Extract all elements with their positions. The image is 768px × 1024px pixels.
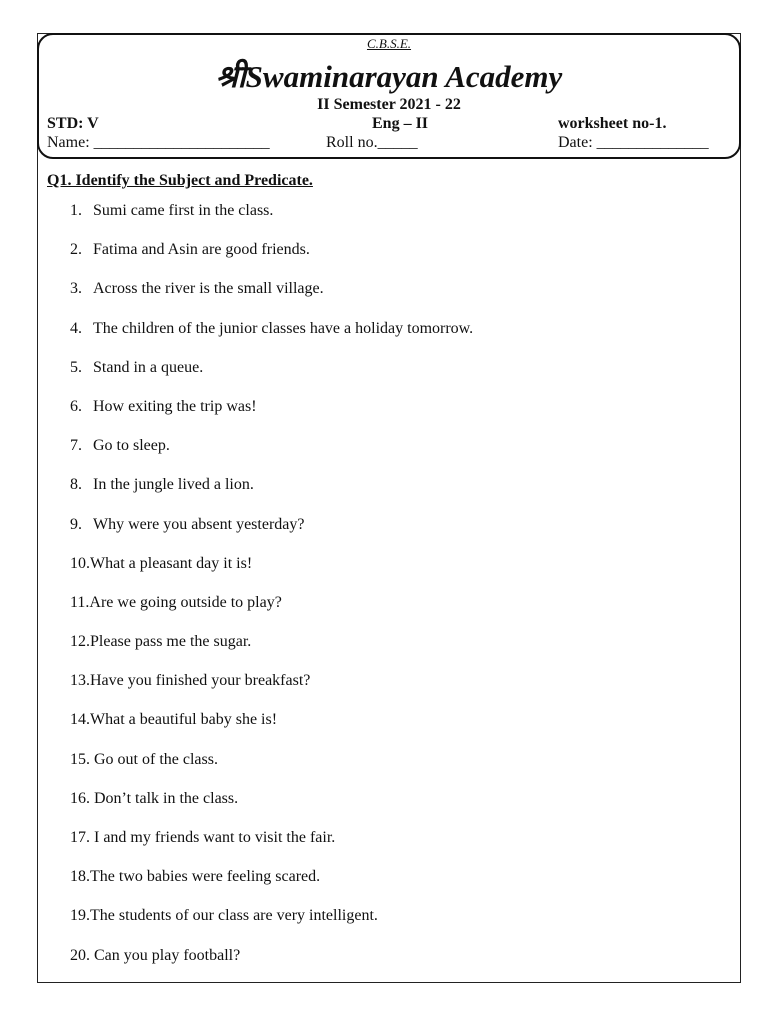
- question-number: 13.: [70, 672, 90, 690]
- std-label: STD: V: [47, 115, 99, 132]
- question-item: [70, 319, 473, 358]
- question-number: 12.: [70, 633, 90, 651]
- question-number: 3.: [70, 280, 82, 298]
- question-text: The students of our class are very intelligent.: [90, 907, 378, 925]
- question-number: 19.: [70, 907, 90, 925]
- question-number: 15.: [70, 750, 90, 768]
- question-text: What a pleasant day it is!: [90, 554, 253, 572]
- question-text: Go out of the class.: [90, 750, 218, 768]
- question-item: [70, 201, 473, 240]
- question-item: [70, 515, 473, 554]
- school-name: श्रीSwaminarayan Academy: [215, 59, 563, 94]
- question-text: Fatima and Asin are good friends.: [93, 241, 310, 259]
- question-number: 4.: [70, 319, 82, 337]
- question-title: Q1. Identify the Subject and Predicate.: [47, 172, 313, 189]
- board-label: C.B.S.E.: [366, 36, 412, 51]
- question-number: 2.: [70, 241, 82, 259]
- semester-label: II Semester 2021 - 22: [317, 96, 461, 113]
- question-text: What a beautiful baby she is!: [90, 711, 278, 729]
- header-box: [37, 33, 741, 159]
- question-text: Please pass me the sugar.: [90, 633, 252, 651]
- question-item: [70, 789, 473, 828]
- question-text: Why were you absent yesterday?: [93, 515, 305, 533]
- question-number: 17.: [70, 829, 90, 846]
- question-item: [70, 750, 473, 789]
- question-item: [70, 867, 473, 906]
- question-list: [70, 201, 473, 985]
- question-item: [70, 946, 473, 985]
- question-item: [70, 593, 473, 632]
- question-text: Can you play football?: [90, 946, 241, 964]
- question-number: 18.: [70, 868, 90, 886]
- question-number: 1.: [70, 202, 82, 219]
- question-item: [70, 240, 473, 279]
- question-number: 5.: [70, 358, 82, 376]
- question-number: 20.: [70, 946, 90, 964]
- question-number: 9.: [70, 515, 82, 533]
- question-text: Sumi came first in the class.: [93, 202, 274, 219]
- question-text: The two babies were feeling scared.: [90, 868, 321, 886]
- question-number: 14.: [70, 711, 90, 729]
- question-number: 7.: [70, 437, 82, 455]
- question-text: Stand in a queue.: [93, 358, 204, 376]
- question-item: [70, 710, 473, 749]
- question-number: 8.: [70, 476, 82, 494]
- question-item: [70, 397, 473, 436]
- question-number: 10.: [70, 554, 90, 572]
- question-item: [70, 906, 473, 945]
- question-item: [70, 828, 473, 867]
- subject-label: Eng – II: [372, 115, 429, 132]
- question-item: [70, 475, 473, 514]
- question-item: [70, 671, 473, 710]
- question-text: Have you finished your breakfast?: [90, 672, 311, 690]
- question-text: Across the river is the small village.: [93, 280, 324, 298]
- question-item: [70, 358, 473, 397]
- question-number: 16.: [70, 789, 90, 807]
- question-text: The children of the junior classes have a holiday tomorrow.: [93, 319, 474, 337]
- question-text: I and my friends want to visit the fair.: [90, 829, 336, 846]
- question-item: [70, 279, 473, 318]
- question-text: How exiting the trip was!: [93, 397, 257, 415]
- question-number: 6.: [70, 397, 82, 415]
- question-number: 11.: [70, 593, 90, 611]
- question-text: In the jungle lived a lion.: [93, 476, 254, 494]
- question-item: [70, 632, 473, 671]
- worksheet-label: worksheet no-1.: [558, 115, 667, 132]
- name-field: Name: ______________________: [47, 134, 270, 151]
- roll-field: Roll no._____: [326, 134, 418, 151]
- question-item: [70, 436, 473, 475]
- question-item: [70, 554, 473, 593]
- question-text: Don’t talk in the class.: [90, 789, 239, 807]
- question-text: Are we going outside to play?: [89, 593, 282, 611]
- question-text: Go to sleep.: [93, 437, 170, 455]
- date-field: Date: ______________: [558, 134, 709, 151]
